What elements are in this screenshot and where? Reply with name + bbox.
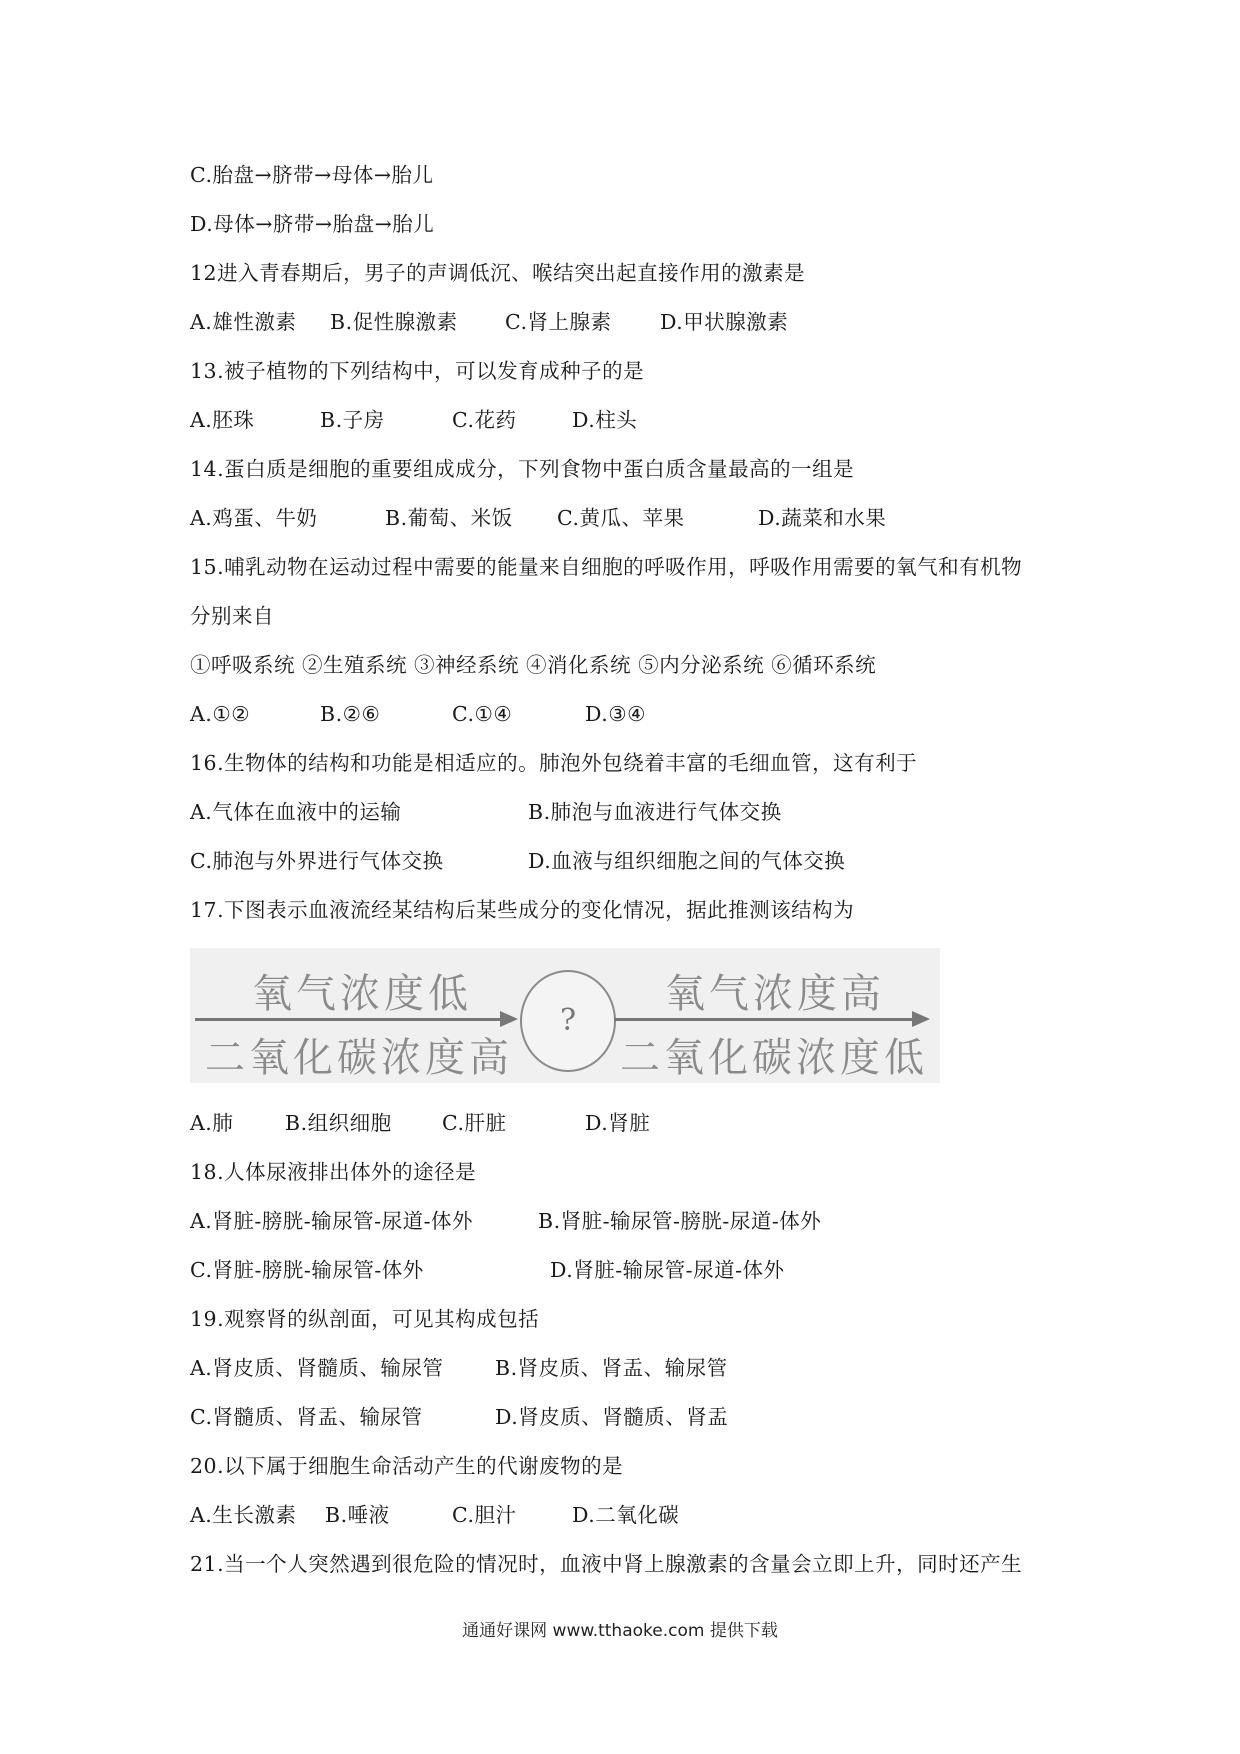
q12-options	[190, 309, 1110, 335]
q13-stem: 13.被子植物的下列结构中，可以发育成种子的是	[190, 359, 645, 383]
q19-options-row2	[190, 1404, 1110, 1430]
q11-option-d: D.母体→脐带→胎盘→胎儿	[190, 212, 435, 236]
q16-option-a: A.气体在血液中的运输	[190, 800, 402, 824]
q13-option-b: B.子房	[320, 408, 385, 432]
q18-option-b: B.肾脏-输尿管-膀胱-尿道-体外	[538, 1209, 822, 1233]
diagram-left-bottom-label: 二氧化碳浓度高	[205, 1035, 513, 1081]
q14-option-a: A.鸡蛋、牛奶	[190, 506, 318, 530]
q12-option-d: D.甲状腺激素	[660, 310, 789, 334]
q12-option-c: C.肾上腺素	[505, 310, 612, 334]
q20-option-b: B.唾液	[325, 1503, 390, 1527]
q15-option-b: B.②⑥	[320, 702, 381, 726]
q15-stem-line2: 分别来自	[190, 604, 274, 628]
diagram-left-arrowhead	[500, 1011, 518, 1027]
blood-flow-diagram	[190, 948, 940, 1083]
q20-stem: 20.以下属于细胞生命活动产生的代谢废物的是	[190, 1454, 624, 1478]
q14-option-b: B.葡萄、米饭	[385, 506, 513, 530]
q17-option-b: B.组织细胞	[285, 1111, 392, 1135]
q15-option-a: A.①②	[190, 702, 251, 726]
q20-option-c: C.胆汁	[452, 1503, 517, 1527]
q19-stem: 19.观察肾的纵剖面，可见其构成包括	[190, 1307, 540, 1331]
q15-options	[190, 701, 1110, 727]
q16-options-row1	[190, 799, 1110, 825]
q18-options-row2	[190, 1257, 1110, 1283]
q16-options-row2	[190, 848, 1110, 874]
q17-options	[190, 1110, 1110, 1136]
q20-options	[190, 1502, 1110, 1528]
q14-options	[190, 505, 1110, 531]
q17-option-d: D.肾脏	[585, 1111, 651, 1135]
diagram-right-arrowhead	[912, 1011, 930, 1027]
q19-option-a: A.肾皮质、肾髓质、输尿管	[190, 1356, 444, 1380]
q20-option-a: A.生长激素	[190, 1503, 297, 1527]
q18-option-a: A.肾脏-膀胱-输尿管-尿道-体外	[190, 1209, 474, 1233]
q16-stem: 16.生物体的结构和功能是相适应的。肺泡外包绕着丰富的毛细血管，这有利于	[190, 751, 918, 775]
q15-option-d: D.③④	[585, 702, 646, 726]
q16-option-b: B.肺泡与血液进行气体交换	[528, 800, 782, 824]
diagram-right-arrow	[614, 1018, 914, 1021]
q20-option-d: D.二氧化碳	[572, 1503, 680, 1527]
q18-option-d: D.肾脏-输尿管-尿道-体外	[550, 1258, 785, 1282]
q18-stem: 18.人体尿液排出体外的途径是	[190, 1160, 477, 1184]
q19-option-b: B.肾皮质、肾盂、输尿管	[495, 1356, 728, 1380]
q17-stem: 17.下图表示血液流经某结构后某些成分的变化情况，据此推测该结构为	[190, 898, 855, 922]
q13-options	[190, 407, 1110, 433]
diagram-unknown-structure: ?	[520, 970, 616, 1072]
q12-option-a: A.雄性激素	[190, 310, 297, 334]
q19-options-row1	[190, 1355, 1110, 1381]
q14-option-d: D.蔬菜和水果	[758, 506, 887, 530]
q13-option-d: D.柱头	[572, 408, 638, 432]
q16-option-c: C.肺泡与外界进行气体交换	[190, 849, 444, 873]
q14-stem: 14.蛋白质是细胞的重要组成成分，下列食物中蛋白质含量最高的一组是	[190, 457, 855, 481]
q15-choices: ①呼吸系统 ②生殖系统 ③神经系统 ④消化系统 ⑤内分泌系统 ⑥循环系统	[190, 653, 877, 677]
diagram-left-top-label: 氧气浓度低	[252, 971, 472, 1017]
q18-options-row1	[190, 1208, 1110, 1234]
q11-option-c: C.胎盘→脐带→母体→胎儿	[190, 163, 434, 187]
q18-option-c: C.肾脏-膀胱-输尿管-体外	[190, 1258, 424, 1282]
q19-option-c: C.肾髓质、肾盂、输尿管	[190, 1405, 423, 1429]
q17-option-c: C.肝脏	[442, 1111, 507, 1135]
diagram-right-bottom-label: 二氧化碳浓度低	[620, 1035, 928, 1081]
diagram-right-top-label: 氧气浓度高	[665, 971, 885, 1017]
q12-stem: 12进入青春期后，男子的声调低沉、喉结突出起直接作用的激素是	[190, 261, 806, 285]
q13-option-a: A.胚珠	[190, 408, 255, 432]
q21-stem: 21.当一个人突然遇到很危险的情况时，血液中肾上腺激素的含量会立即上升，同时还产生	[190, 1552, 1023, 1576]
page-footer: 通通好课网 www.tthaoke.com 提供下载	[462, 1621, 778, 1641]
q15-stem-line1: 15.哺乳动物在运动过程中需要的能量来自细胞的呼吸作用，呼吸作用需要的氧气和有机物	[190, 555, 1023, 579]
q12-option-b: B.促性腺激素	[330, 310, 458, 334]
q13-option-c: C.花药	[452, 408, 517, 432]
diagram-left-arrow	[195, 1018, 505, 1021]
q15-option-c: C.①④	[452, 702, 513, 726]
q17-option-a: A.肺	[190, 1111, 234, 1135]
q19-option-d: D.肾皮质、肾髓质、肾盂	[495, 1405, 729, 1429]
q16-option-d: D.血液与组织细胞之间的气体交换	[528, 849, 846, 873]
q14-option-c: C.黄瓜、苹果	[557, 506, 685, 530]
